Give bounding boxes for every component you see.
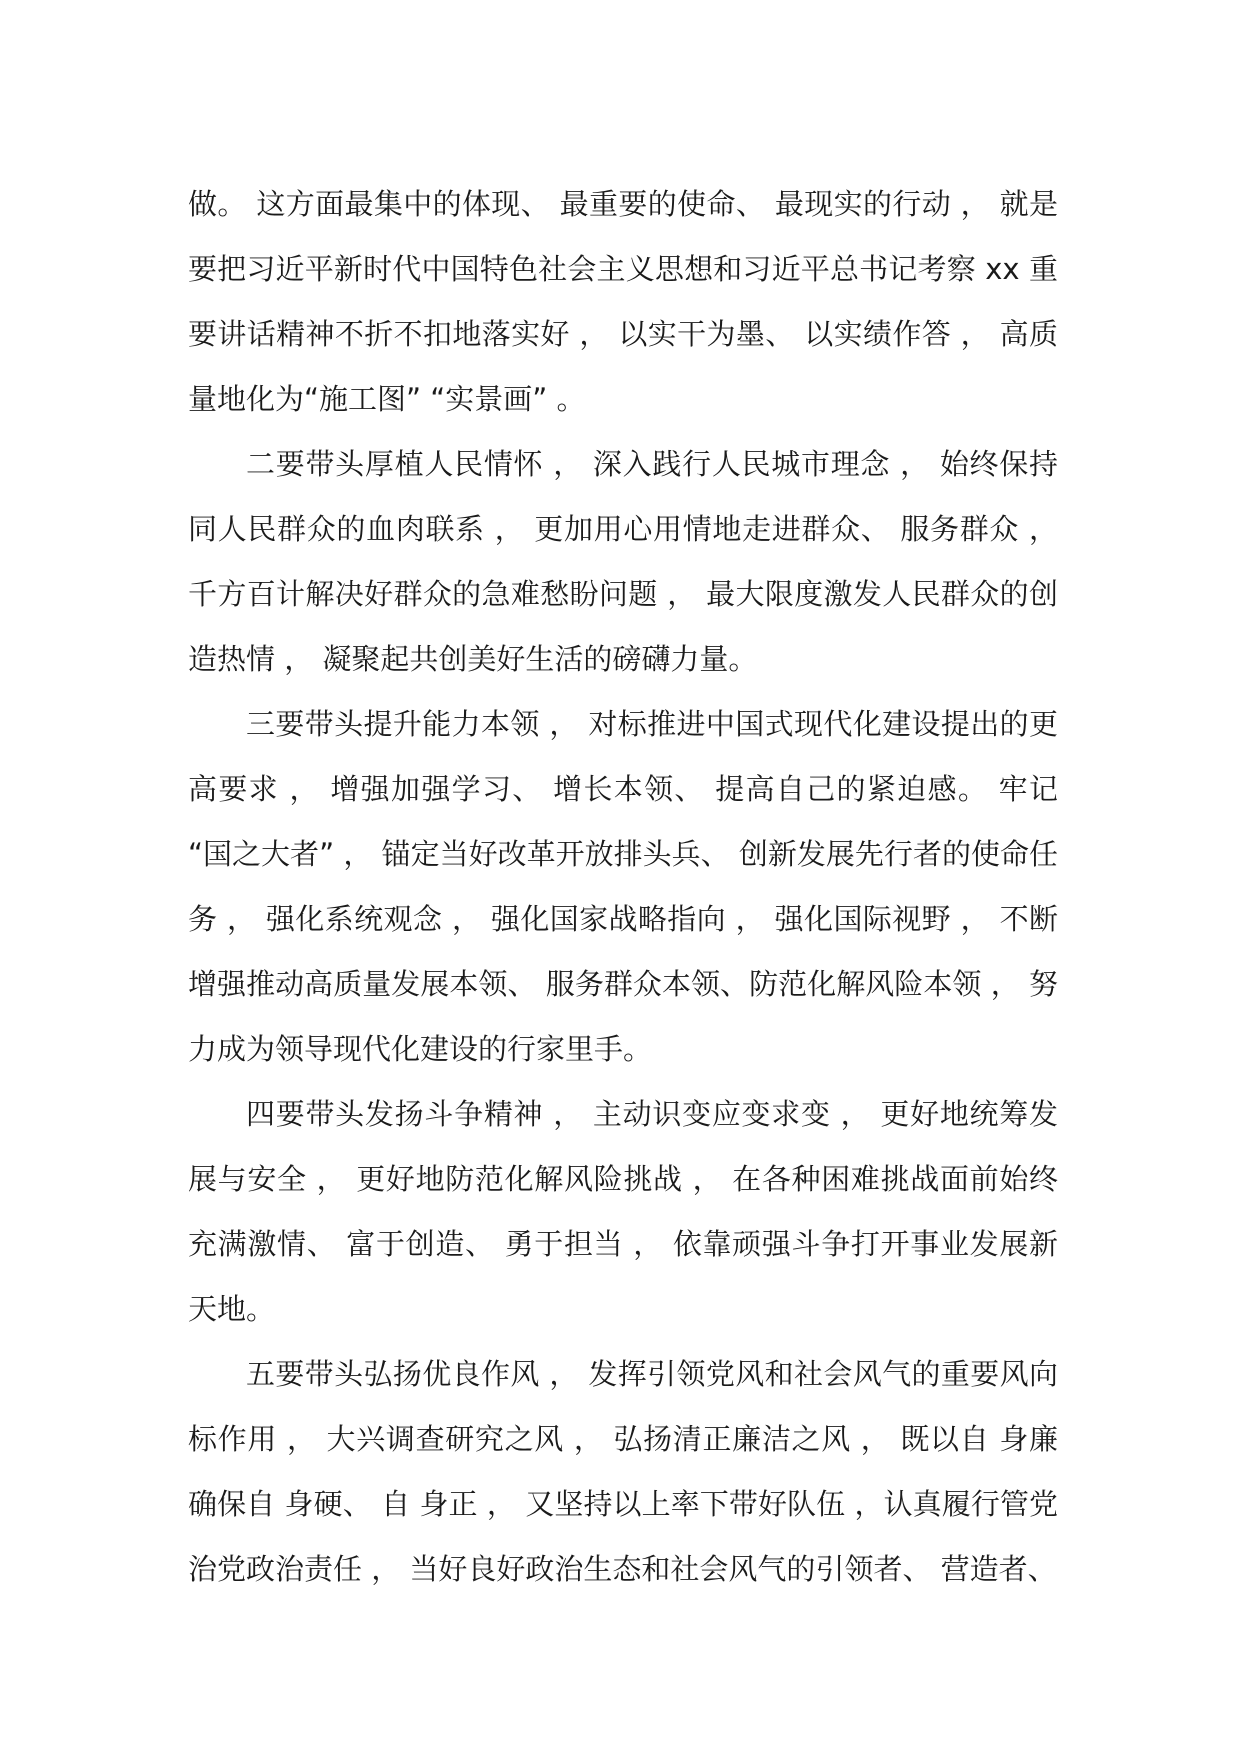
paragraph-work-style: 五要带头弘扬优良作风 ， 发挥引领党风和社会风气的重要风向标作用 ， 大兴调查研究之风 ， 弘扬清正廉洁之风 ， 既以自 身廉确保自 身硬、 自 身正 ， 又坚持以上率下带好队伍 ，认真履行管党治党政治责任 ， 当好良好政治生态和社会风气的引领者、 营造者、 — [188, 1357, 1058, 1586]
paragraph-continuation: 做。 这方面最集中的体现、 最重要的使命、 最现实的行动 ， 就是要把习近平新时代中国特色社会主义思想和习近平总书记考察 xx 重要讲话精神不折不扣地落实好 ， 以实干为墨、 以实绩作答 ， 高质量地化为“施工图” “实景画” 。 — [188, 187, 1058, 416]
paragraph-struggle-spirit: 四要带头发扬斗争精神 ， 主动识变应变求变 ， 更好地统筹发展与安全 ， 更好地防范化解风险挑战 ， 在各种困难挑战面前始终充满激情、 富于创造、 勇于担当 ， 依靠顽强斗争打开事业发展新天地。 — [188, 1097, 1058, 1326]
paragraph-people-sentiment: 二要带头厚植人民情怀 ， 深入践行人民城市理念 ， 始终保持同人民群众的血肉联系 ， 更加用心用情地走进群众、 服务群众 ， 千方百计解决好群众的急难愁盼问题 ， 最大限度激发人民群众的创造热情 ， 凝聚起共创美好生活的磅礴力量。 — [188, 447, 1058, 676]
paragraph-capability: 三要带头提升能力本领 ， 对标推进中国式现代化建设提出的更高要求 ， 增强加强学习、 增长本领、 提高自己的紧迫感。 牢记 “国之大者” ， 锚定当好改革开放排头兵、 创新发展先行者的使命任务 ， 强化系统观念 ， 强化国家战略指向 ， 强化国际视野 ， 不断增强推动高质量发展本领、 服务群众本领、防范化解风险本领 ， 努力成为领导现代化建设的行家里手。 — [188, 707, 1058, 1066]
document-body — [188, 172, 1058, 1602]
